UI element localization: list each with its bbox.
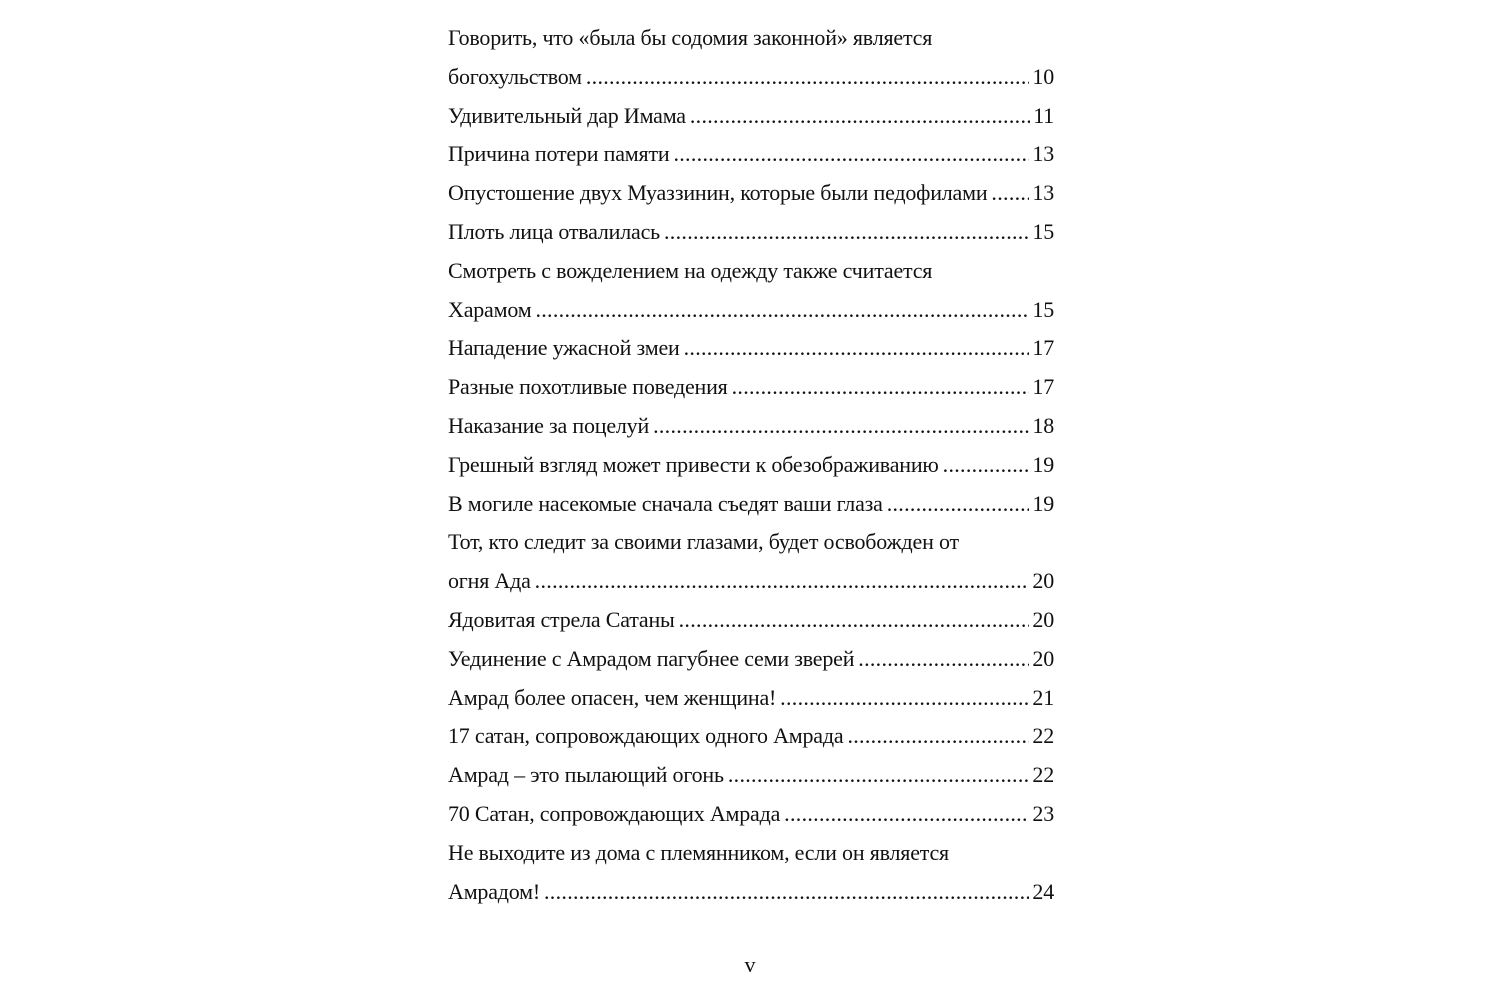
toc-entry-title-first-line: Тот, кто следит за своими глазами, будет освобожден от	[448, 529, 959, 555]
page-number: v	[744, 952, 756, 977]
toc-entry-page: 15	[1032, 218, 1054, 244]
toc-entry-title: 17 сатан, сопровождающих одного Амрада	[448, 723, 844, 749]
dot-leader	[883, 485, 1030, 524]
toc-entry[interactable]	[448, 174, 1054, 213]
toc-entry-title-first-line: Не выходите из дома с племянником, если он является	[448, 839, 949, 865]
toc-entry[interactable]	[448, 368, 1054, 407]
toc-entry-page: 20	[1032, 568, 1054, 594]
toc-entry-line	[448, 717, 1054, 756]
toc-entry[interactable]	[448, 485, 1054, 524]
toc-entry-title: Харамом	[448, 296, 532, 322]
toc-entry-title: 70 Сатан, сопровождающих Амрада	[448, 800, 781, 826]
toc-entry[interactable]	[448, 446, 1054, 485]
toc-entry-title: В могиле насекомые сначала съедят ваши глаза	[448, 490, 883, 516]
dot-leader	[776, 679, 1029, 718]
toc-entry[interactable]	[448, 135, 1054, 174]
toc-entry-line	[448, 873, 1054, 912]
toc-entry-title: Причина потери памяти	[448, 141, 670, 167]
toc-entry-page: 21	[1032, 684, 1054, 710]
dot-leader	[669, 135, 1029, 174]
toc-entry-line	[448, 601, 1054, 640]
toc-entry-page: 13	[1032, 180, 1054, 206]
dot-leader	[780, 795, 1029, 834]
toc-entry-page: 19	[1032, 490, 1054, 516]
toc-entry-title: Ядовитая стрела Сатаны	[448, 606, 675, 632]
toc-entry-line	[448, 213, 1054, 252]
toc-entry-title: богохульством	[448, 63, 582, 89]
toc-entry-line	[448, 562, 1054, 601]
toc-entry-line	[448, 291, 1054, 330]
dot-leader	[680, 329, 1030, 368]
dot-leader	[728, 368, 1030, 407]
dot-leader	[531, 291, 1029, 330]
toc-entry-page: 20	[1032, 645, 1054, 671]
toc-entry[interactable]	[448, 407, 1054, 446]
dot-leader	[843, 717, 1029, 756]
toc-entry-line	[448, 368, 1054, 407]
toc-entry[interactable]	[448, 213, 1054, 252]
toc-entry-page: 22	[1032, 762, 1054, 788]
toc-entry[interactable]	[448, 329, 1054, 368]
toc-entry-title: Амрадом!	[448, 878, 540, 904]
dot-leader	[675, 601, 1030, 640]
toc-entry-page: 23	[1032, 800, 1054, 826]
dot-leader	[649, 407, 1029, 446]
toc-entry-line	[448, 446, 1054, 485]
dot-leader	[582, 58, 1030, 97]
toc-entry-page: 15	[1032, 296, 1054, 322]
toc-entry-title: Амрад – это пылающий огонь	[448, 762, 724, 788]
toc-entry-page: 10	[1032, 63, 1054, 89]
dot-leader	[686, 97, 1030, 136]
toc-entry-title: Амрад более опасен, чем женщина!	[448, 684, 777, 710]
toc-entry-title: Грешный взгляд может привести к обезображиванию	[448, 451, 939, 477]
toc-entry-line	[448, 679, 1054, 718]
toc-entry[interactable]	[448, 523, 1054, 601]
toc-entry-page: 17	[1032, 335, 1054, 361]
toc-entry-page: 17	[1032, 374, 1054, 400]
dot-leader	[660, 213, 1029, 252]
dot-leader	[939, 446, 1030, 485]
toc-entry-title: Уединение с Амрадом пагубнее семи зверей	[448, 645, 855, 671]
dot-leader	[540, 873, 1029, 912]
toc-entry[interactable]	[448, 717, 1054, 756]
dot-leader	[531, 562, 1030, 601]
toc-entry[interactable]	[448, 19, 1054, 97]
toc-entry-page: 24	[1032, 878, 1054, 904]
toc-entry[interactable]	[448, 601, 1054, 640]
toc-entry-page: 18	[1032, 412, 1054, 438]
toc-entry-line	[448, 329, 1054, 368]
toc-entry-page: 13	[1032, 141, 1054, 167]
toc-entry-line	[448, 407, 1054, 446]
toc-entry-title: огня Ада	[448, 568, 531, 594]
toc-entry-line	[448, 174, 1054, 213]
toc-entry-page: 20	[1032, 606, 1054, 632]
toc-entry[interactable]	[448, 756, 1054, 795]
dot-leader	[724, 756, 1030, 795]
toc-entry-title-first-line: Говорить, что «была бы содомия законной» является	[448, 25, 933, 50]
toc-entry-line	[448, 135, 1054, 174]
toc-entry-page: 11	[1033, 102, 1054, 128]
toc-entry-title: Опустошение двух Муаззинин, которые были педофилами	[448, 180, 988, 206]
toc-entry[interactable]	[448, 252, 1054, 330]
toc-entry-title: Разные похотливые поведения	[448, 374, 728, 400]
toc-entry-title: Удивительный дар Имама	[448, 102, 686, 128]
toc-entry-title: Наказание за поцелуй	[448, 412, 650, 438]
toc-entry-page: 19	[1032, 451, 1054, 477]
toc-entry-title-first-line: Смотреть с вожделением на одежду также считается	[448, 257, 933, 283]
table-of-contents	[448, 19, 1054, 911]
toc-entry[interactable]	[448, 97, 1054, 136]
toc-entry-title: Плоть лица отвалилась	[448, 218, 660, 244]
toc-entry-page: 22	[1032, 723, 1054, 749]
toc-entry-line	[448, 795, 1054, 834]
toc-entry[interactable]	[448, 795, 1054, 834]
dot-leader	[987, 174, 1029, 213]
dot-leader	[854, 640, 1029, 679]
toc-entry-title: Нападение ужасной змеи	[448, 335, 680, 361]
toc-entry[interactable]	[448, 679, 1054, 718]
toc-entry-line	[448, 640, 1054, 679]
toc-entry-line	[448, 756, 1054, 795]
toc-entry-line	[448, 97, 1054, 136]
toc-entry[interactable]	[448, 640, 1054, 679]
toc-entry-line	[448, 485, 1054, 524]
toc-entry-line	[448, 58, 1054, 97]
toc-entry[interactable]	[448, 834, 1054, 912]
